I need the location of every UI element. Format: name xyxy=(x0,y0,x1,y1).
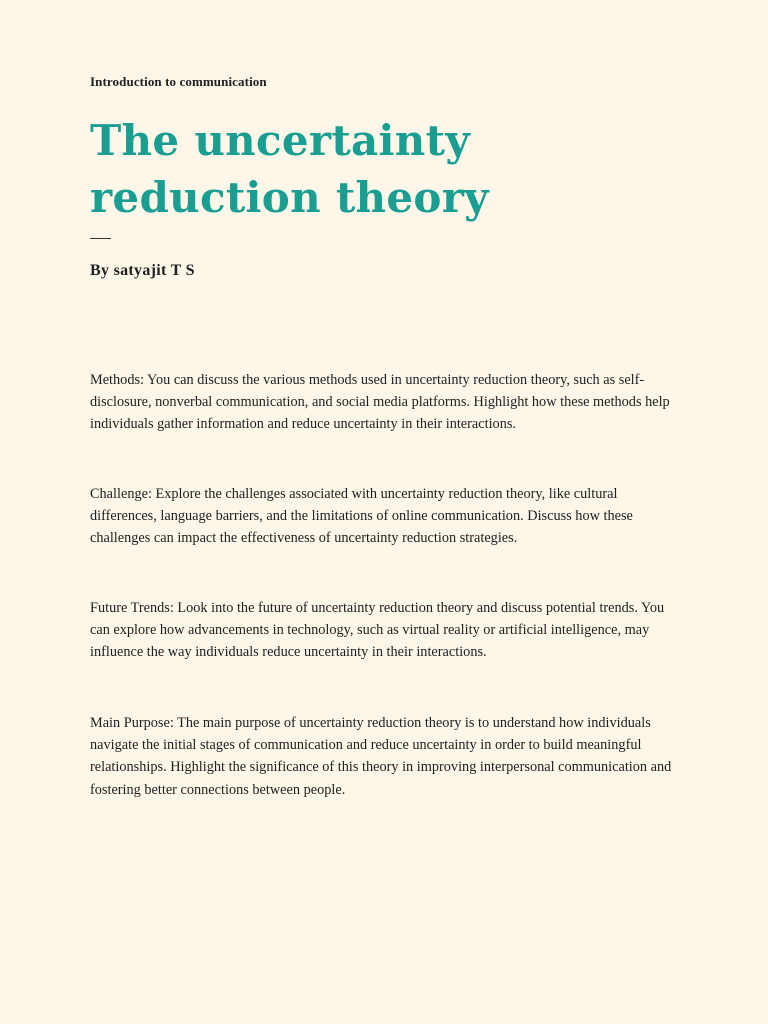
author-byline: By satyajit T S xyxy=(90,262,195,279)
page-title: The uncertainty reduction theory xyxy=(90,116,489,222)
title-divider xyxy=(90,238,111,239)
paragraph-future-trends: Future Trends: Look into the future of uncertainty reduction theory and discuss potential trends. You can explore how advancements in technology, such as virtual reality or artificial intelligence, may influence the way individuals reduce uncertainty in their interactions. xyxy=(90,600,665,661)
paragraph-challenge: Challenge: Explore the challenges associated with uncertainty reduction theory, like cultural differences, language barriers, and the limitations of online communication. Discuss how these challenges can impact the effectiveness of uncertainty reduction strategies. xyxy=(90,486,633,547)
paragraph-main-purpose: Main Purpose: The main purpose of uncertainty reduction theory is to understand how individuals navigate the initial stages of communication and reduce uncertainty in order to build meaningful relationships. Highlight the significance of this theory in improving interpersonal communication and fostering better connections between people. xyxy=(90,715,672,798)
paragraph-methods: Methods: You can discuss the various methods used in uncertainty reduction theory, such as self-disclosure, nonverbal communication, and social media platforms. Highlight how these methods help individuals gather information and reduce uncertainty in their interactions. xyxy=(90,372,670,433)
section-kicker: Introduction to communication xyxy=(90,74,267,89)
